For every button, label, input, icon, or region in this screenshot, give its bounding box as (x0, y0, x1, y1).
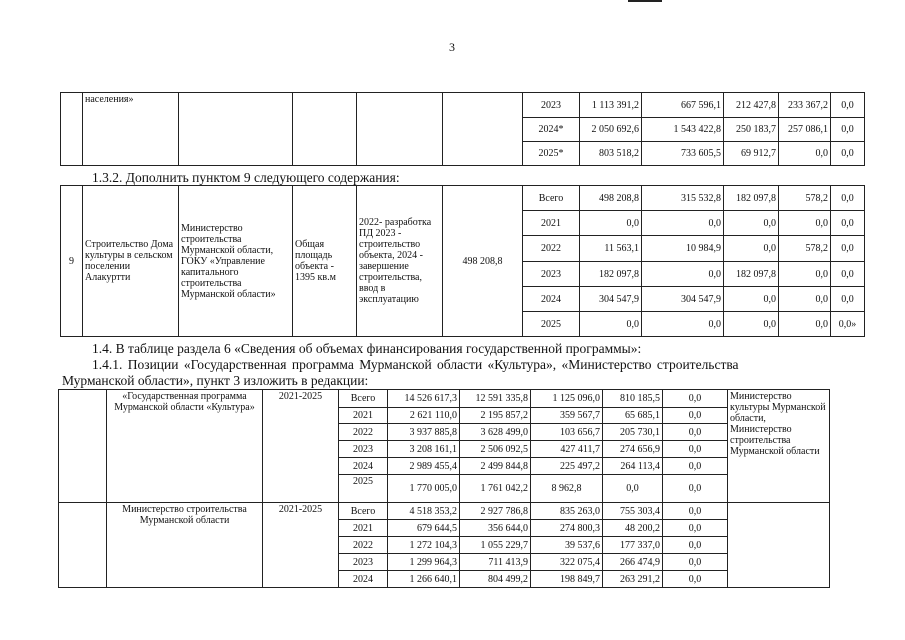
program-period: 2021-2025 (263, 390, 339, 503)
year-cell: Всего (523, 186, 580, 211)
customer: Министерство строительства Мурманской области, ГОКУ «Управление капитального строительства Мурманской области» (179, 186, 293, 337)
paragraph-1-4-1-line1: 1.4.1. Позиции «Государственная программа Мурманской области «Культура», «Министерство строительства (92, 357, 739, 372)
value-cell: 0,0 (663, 424, 728, 441)
row-number: 9 (61, 186, 83, 337)
value-cell: 2 506 092,5 (460, 441, 531, 458)
year-cell: 2023 (523, 262, 580, 287)
value-cell: 0,0 (663, 475, 728, 503)
value-cell: 198 849,7 (531, 571, 603, 588)
value-cell: 48 200,2 (603, 520, 663, 537)
capacity: Общая площадь объекта - 1395 кв.м (293, 186, 357, 337)
value-cell: 3 208 161,1 (388, 441, 460, 458)
value-cell: 257 086,1 (779, 118, 831, 142)
value-cell: 733 605,5 (642, 142, 724, 166)
value-cell: 274 656,9 (603, 441, 663, 458)
value-cell: 578,2 (779, 236, 831, 262)
year-cell: 2025 (339, 475, 388, 503)
object-name: Строительство Дома культуры в сельском поселении Алакуртти (83, 186, 179, 337)
value-cell: 0,0 (831, 118, 865, 142)
value-cell: 1 266 640,1 (388, 571, 460, 588)
value-cell: 11 563,1 (580, 236, 642, 262)
value-cell: 0,0 (831, 262, 865, 287)
value-cell: 0,0 (663, 441, 728, 458)
value-cell: 1 055 229,7 (460, 537, 531, 554)
value-cell: 679 644,5 (388, 520, 460, 537)
value-cell: 1 770 005,0 (388, 475, 460, 503)
value-cell: 0,0 (831, 236, 865, 262)
value-cell: 0,0 (779, 312, 831, 337)
value-cell: 1 125 096,0 (531, 390, 603, 408)
stages: 2022- разработка ПД 2023 - строительство объекта, 2024 - завершение строительства, ввод в эксплуатацию (357, 186, 443, 337)
value-cell: 0,0 (663, 520, 728, 537)
value-cell: 304 547,9 (642, 287, 724, 312)
year-cell: 2025 (523, 312, 580, 337)
year-cell: 2022 (523, 236, 580, 262)
year-cell: 2022 (339, 537, 388, 554)
ministry-period: 2021-2025 (263, 503, 339, 588)
year-cell: 2022 (339, 424, 388, 441)
value-cell: 2 989 455,4 (388, 458, 460, 475)
value-cell: 0,0 (603, 475, 663, 503)
value-cell: 103 656,7 (531, 424, 603, 441)
value-cell: 2 621 110,0 (388, 408, 460, 424)
blank-cell (293, 93, 357, 166)
paragraph-1-4: 1.4. В таблице раздела 6 «Сведения об объемах финансирования государственной программы»: (92, 341, 642, 356)
value-cell: 2 499 844,8 (460, 458, 531, 475)
year-cell: 2023 (339, 441, 388, 458)
value-cell: 0,0 (779, 211, 831, 236)
value-cell: 0,0 (663, 458, 728, 475)
year-cell: 2025* (523, 142, 580, 166)
value-cell: 4 518 353,2 (388, 503, 460, 520)
value-cell: 0,0 (642, 312, 724, 337)
value-cell: 0,0 (831, 211, 865, 236)
value-cell: 2 050 692,6 (580, 118, 642, 142)
value-cell: 3 937 885,8 (388, 424, 460, 441)
value-cell: 250 183,7 (724, 118, 779, 142)
value-cell: 0,0» (831, 312, 865, 337)
executors: Министерство культуры Мурманской области, Министерство строительства Мурманской области (728, 390, 830, 503)
value-cell: 755 303,4 (603, 503, 663, 520)
value-cell: 182 097,8 (580, 262, 642, 287)
value-cell: 0,0 (724, 211, 779, 236)
value-cell: 65 685,1 (603, 408, 663, 424)
value-cell: 578,2 (779, 186, 831, 211)
value-cell: 835 263,0 (531, 503, 603, 520)
value-cell: 0,0 (580, 312, 642, 337)
value-cell: 177 337,0 (603, 537, 663, 554)
top-edge-mark (628, 0, 662, 2)
value-cell: 1 761 042,2 (460, 475, 531, 503)
value-cell: 39 537,6 (531, 537, 603, 554)
value-cell: 0,0 (642, 211, 724, 236)
object-name-tail: населения» (83, 93, 179, 166)
value-cell: 274 800,3 (531, 520, 603, 537)
table-section-6 (58, 389, 830, 588)
value-cell: 8 962,8 (531, 475, 603, 503)
value-cell: 69 912,7 (724, 142, 779, 166)
value-cell: 2 927 786,8 (460, 503, 531, 520)
value-cell: 0,0 (580, 211, 642, 236)
value-cell: 263 291,2 (603, 571, 663, 588)
value-cell: 0,0 (724, 287, 779, 312)
blank-cell (59, 390, 107, 503)
value-cell: 0,0 (663, 503, 728, 520)
value-cell: 0,0 (642, 262, 724, 287)
value-cell: 0,0 (831, 142, 865, 166)
year-cell: 2021 (339, 520, 388, 537)
value-cell: 804 499,2 (460, 571, 531, 588)
year-cell: 2021 (339, 408, 388, 424)
value-cell: 810 185,5 (603, 390, 663, 408)
program-name: «Государственная программа Мурманской области «Культура» (107, 390, 263, 503)
blank-cell (61, 93, 83, 166)
value-cell: 3 628 499,0 (460, 424, 531, 441)
value-cell: 0,0 (779, 142, 831, 166)
year-cell: 2023 (339, 554, 388, 571)
value-cell: 264 113,4 (603, 458, 663, 475)
value-cell: 1 543 422,8 (642, 118, 724, 142)
value-cell: 0,0 (724, 312, 779, 337)
value-cell: 0,0 (831, 93, 865, 118)
value-cell: 1 113 391,2 (580, 93, 642, 118)
value-cell: 667 596,1 (642, 93, 724, 118)
value-cell: 0,0 (663, 571, 728, 588)
table-continuation (60, 92, 865, 166)
value-cell: 14 526 617,3 (388, 390, 460, 408)
value-cell: 182 097,8 (724, 262, 779, 287)
year-cell: 2024* (523, 118, 580, 142)
value-cell: 0,0 (779, 262, 831, 287)
value-cell: 10 984,9 (642, 236, 724, 262)
blank-cell (179, 93, 293, 166)
page-number: 3 (449, 40, 455, 54)
blank-cell (357, 93, 443, 166)
value-cell: 1 299 964,3 (388, 554, 460, 571)
value-cell: 2 195 857,2 (460, 408, 531, 424)
ministry-name: Министерство строительства Мурманской области (107, 503, 263, 588)
value-cell: 0,0 (663, 537, 728, 554)
value-cell: 266 474,9 (603, 554, 663, 571)
value-cell: 322 075,4 (531, 554, 603, 571)
value-cell: 304 547,9 (580, 287, 642, 312)
value-cell: 1 272 104,3 (388, 537, 460, 554)
year-cell: 2024 (523, 287, 580, 312)
value-cell: 0,0 (831, 186, 865, 211)
table-item-9 (60, 185, 865, 337)
value-cell: 803 518,2 (580, 142, 642, 166)
blank-cell (443, 93, 523, 166)
blank-cell (59, 503, 107, 588)
value-cell: 0,0 (663, 554, 728, 571)
value-cell: 205 730,1 (603, 424, 663, 441)
value-cell: 359 567,7 (531, 408, 603, 424)
value-cell: 225 497,2 (531, 458, 603, 475)
year-cell: Всего (339, 390, 388, 408)
value-cell: 711 413,9 (460, 554, 531, 571)
value-cell: 233 367,2 (779, 93, 831, 118)
year-cell: Всего (339, 503, 388, 520)
value-cell: 182 097,8 (724, 186, 779, 211)
value-cell: 315 532,8 (642, 186, 724, 211)
year-cell: 2021 (523, 211, 580, 236)
value-cell: 0,0 (724, 236, 779, 262)
value-cell: 356 644,0 (460, 520, 531, 537)
year-cell: 2024 (339, 458, 388, 475)
paragraph-1-3-2: 1.3.2. Дополнить пунктом 9 следующего содержания: (92, 170, 400, 185)
value-cell: 427 411,7 (531, 441, 603, 458)
value-cell: 498 208,8 (580, 186, 642, 211)
year-cell: 2023 (523, 93, 580, 118)
value-cell: 0,0 (663, 390, 728, 408)
value-cell: 212 427,8 (724, 93, 779, 118)
paragraph-1-4-1-line2: Мурманской области», пункт 3 изложить в редакции: (62, 373, 369, 388)
year-cell: 2024 (339, 571, 388, 588)
value-cell: 0,0 (831, 287, 865, 312)
blank-cell (728, 503, 830, 588)
value-cell: 12 591 335,8 (460, 390, 531, 408)
value-cell: 0,0 (779, 287, 831, 312)
value-cell: 0,0 (663, 408, 728, 424)
total-cost: 498 208,8 (443, 186, 523, 337)
